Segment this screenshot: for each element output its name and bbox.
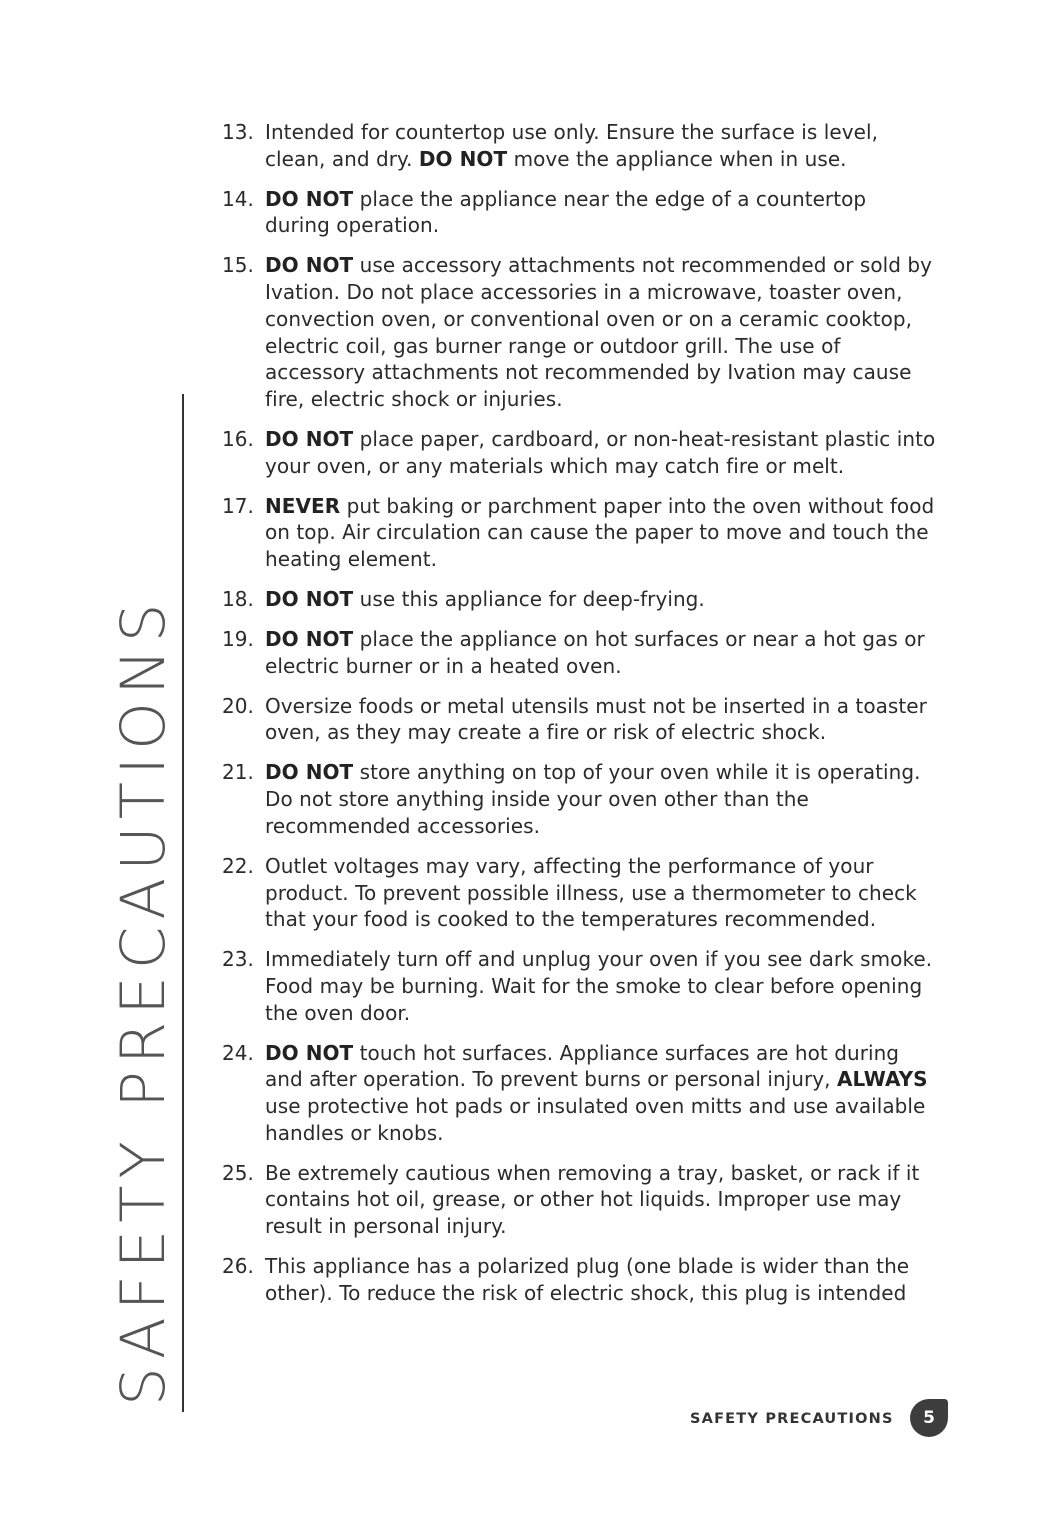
item-text: Outlet voltages may vary, affecting the performance of your product. To prevent possible illness, use a thermometer to check that your food is cooked to the temperatures recommended. [265, 853, 917, 932]
precaution-item [222, 853, 937, 933]
precaution-item [222, 946, 937, 1026]
item-text: DO NOT place paper, cardboard, or non-heat-resistant plastic into your oven, or any materials which may catch fire or melt. [265, 426, 936, 478]
precaution-item [222, 759, 937, 839]
item-number: 26. [222, 1254, 254, 1279]
item-number: 18. [222, 587, 254, 612]
precautions-list [222, 119, 937, 1320]
item-number: 25. [222, 1160, 254, 1185]
item-text: DO NOT place the appliance near the edge of a countertop during operation. [265, 186, 867, 238]
item-number: 24. [222, 1040, 254, 1065]
item-text: Immediately turn off and unplug your oven if you see dark smoke. Food may be burning. Wait for the smoke to clear before opening the oven door. [265, 947, 933, 1025]
precaution-item [222, 1160, 937, 1240]
item-number: 22. [222, 853, 254, 878]
item-number: 17. [222, 493, 254, 518]
precaution-item [222, 119, 937, 172]
item-text: DO NOT store anything on top of your oven while it is operating. Do not store anything inside your oven other than the recommended accessories. [265, 760, 921, 838]
precaution-item [222, 1040, 937, 1147]
precaution-item [222, 186, 937, 239]
precaution-item [222, 252, 937, 412]
item-number: 15. [222, 253, 254, 278]
item-text: Intended for countertop use only. Ensure the surface is level, clean, and dry. DO NOT move the appliance when in use. [265, 120, 878, 171]
page-number-badge: 5 [910, 1399, 948, 1437]
precaution-item [222, 493, 937, 573]
item-text: DO NOT touch hot surfaces. Appliance surfaces are hot during and after operation. To prevent burns or personal injury, ALWAYS use protective hot pads or insulated oven mitts and use available handles or knobs. [265, 1040, 928, 1145]
side-divider [182, 394, 184, 1412]
item-number: 20. [222, 693, 254, 718]
footer-section-label: SAFETY PRECAUTIONS [690, 1411, 894, 1427]
item-number: 21. [222, 760, 254, 785]
item-number: 19. [222, 627, 254, 652]
item-text: This appliance has a polarized plug (one blade is wider than the other). To reduce the risk of electric shock, this plug is intended [265, 1254, 910, 1305]
item-number: 16. [222, 426, 254, 451]
item-text: NEVER put baking or parchment paper into the oven without food on top. Air circulation can cause the paper to move and touch the heating element. [265, 493, 935, 572]
item-text: DO NOT use this appliance for deep-frying. [265, 587, 705, 612]
item-number: 23. [222, 947, 254, 972]
side-section-title: SAFETY PRECAUTIONS [108, 596, 179, 1406]
item-text: Be extremely cautious when removing a tray, basket, or rack if it contains hot oil, grease, or other hot liquids. Improper use may result in personal injury. [265, 1160, 920, 1239]
item-text: DO NOT use accessory attachments not recommended or sold by Ivation. Do not place accessories in a microwave, toaster oven, convection oven, or conventional oven or on a ceramic cooktop, electric coil, gas burner range or outdoor grill. The use of accessory attachments not recommended by Ivation may cause fire, electric shock or injuries. [265, 253, 933, 411]
item-number: 14. [222, 186, 254, 211]
precaution-item [222, 1253, 937, 1306]
item-text: DO NOT place the appliance on hot surfaces or near a hot gas or electric burner or in a heated oven. [265, 627, 925, 678]
precaution-item [222, 586, 937, 613]
precaution-item [222, 693, 937, 746]
precaution-item [222, 426, 937, 479]
precaution-item [222, 626, 937, 679]
item-number: 13. [222, 120, 254, 144]
item-text: Oversize foods or metal utensils must not be inserted in a toaster oven, as they may create a fire or risk of electric shock. [265, 693, 927, 745]
